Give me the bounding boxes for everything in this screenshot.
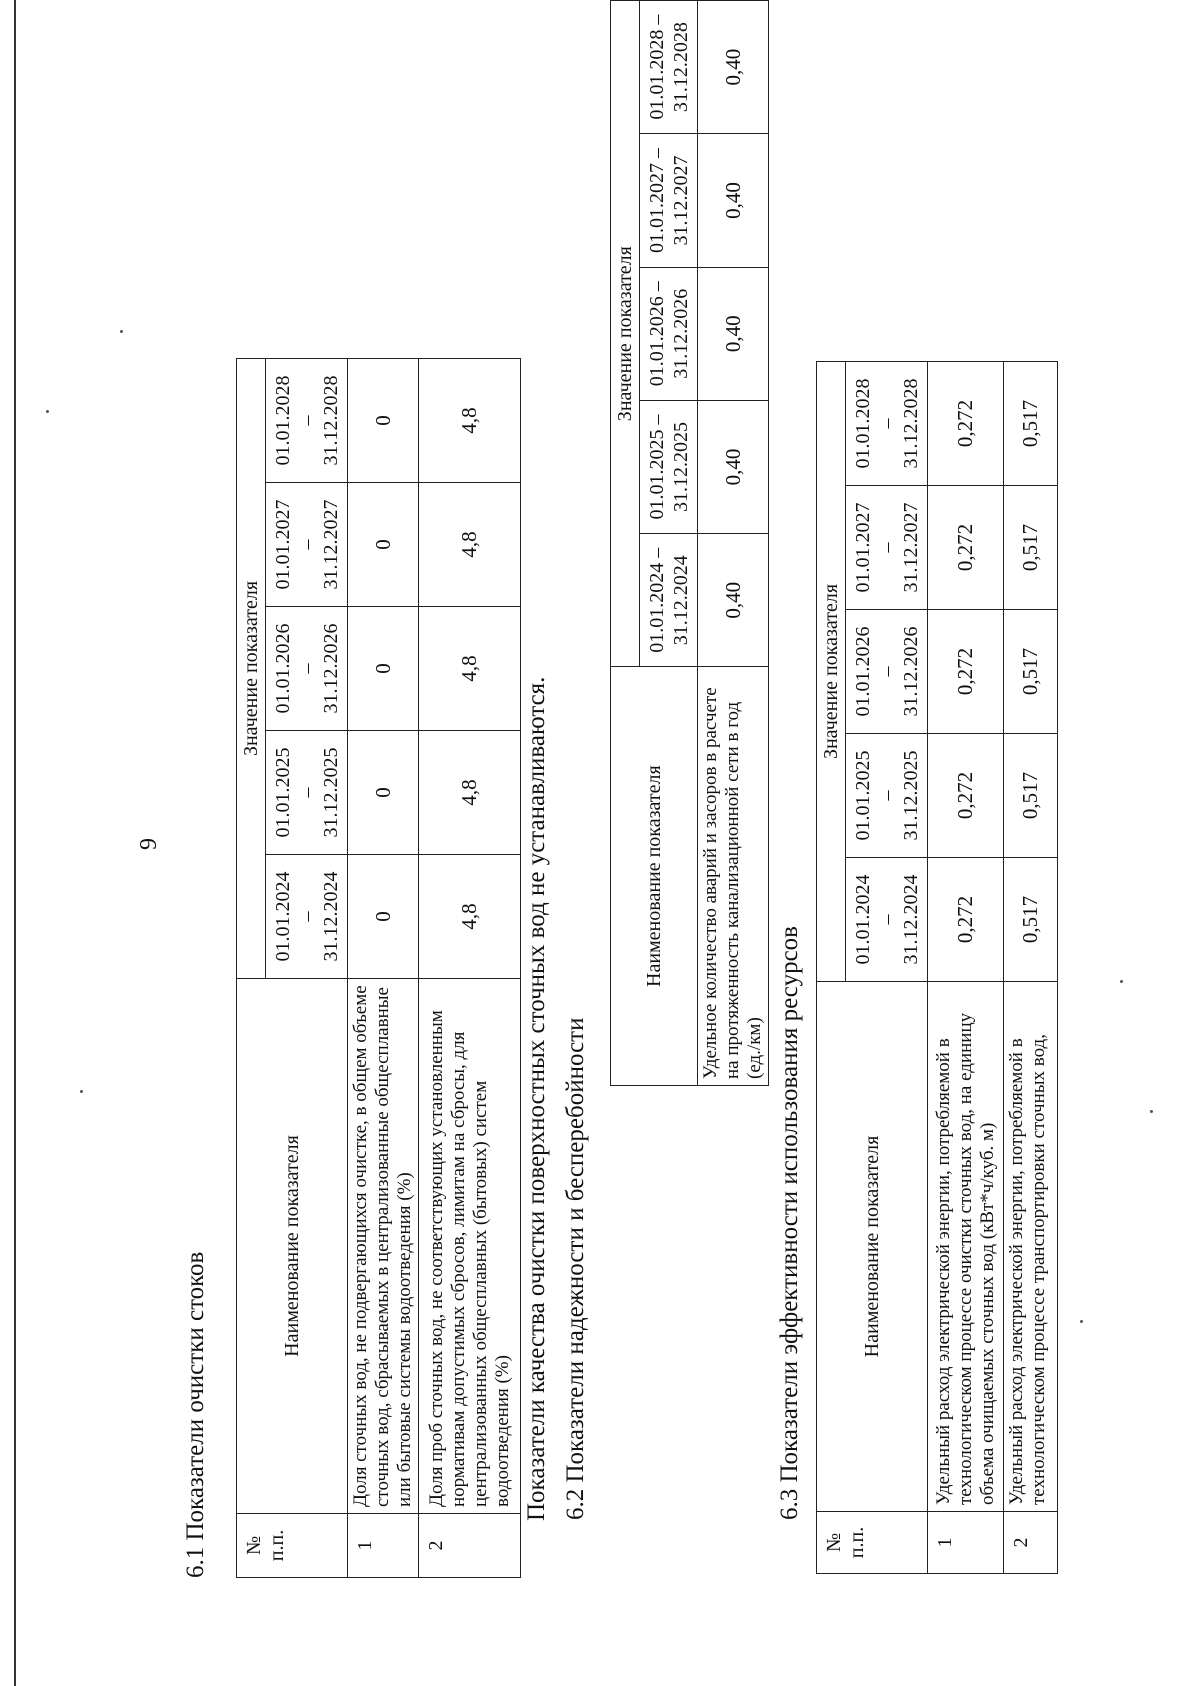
row-value: 0 (348, 607, 419, 731)
scan-speck (1150, 1110, 1153, 1113)
row-value: 0,272 (928, 486, 1004, 610)
period-start: 01.01.2024 – (645, 547, 668, 653)
row-value: 4,8 (419, 855, 521, 979)
row-value: 4,8 (419, 607, 521, 731)
period-dash: – (875, 542, 898, 553)
period-start: 01.01.2025 (271, 747, 294, 838)
period-start: 01.01.2028 – (645, 14, 668, 120)
period-header (846, 858, 928, 982)
period-header (846, 734, 928, 858)
period-header (640, 400, 698, 533)
period-header (640, 1, 698, 134)
header-indicator-name: Наименование показателя (817, 982, 928, 1512)
period-header (846, 486, 928, 610)
period-end: 31.12.2025 (899, 750, 922, 841)
row-value: 0,517 (1004, 610, 1058, 734)
period-start: 01.01.2025 (851, 750, 874, 841)
scan-speck (120, 330, 123, 333)
period-dash: – (875, 666, 898, 677)
period-header (266, 855, 348, 979)
row-value: 0 (348, 359, 419, 483)
period-dash: – (295, 539, 318, 550)
row-value: 4,8 (419, 359, 521, 483)
header-number: № п.п. (237, 1514, 348, 1578)
period-header (640, 134, 698, 267)
period-end: 31.12.2027 (319, 499, 342, 590)
period-end: 31.12.2026 (899, 626, 922, 717)
period-end: 31.12.2025 (669, 421, 692, 512)
period-end: 31.12.2028 (899, 378, 922, 469)
resource-efficiency-table (816, 361, 1058, 1574)
period-end: 31.12.2028 (319, 375, 342, 466)
period-end: 31.12.2024 (669, 555, 692, 646)
row-number: 2 (1004, 1512, 1058, 1574)
header-indicator-value: Значение показателя (817, 362, 846, 982)
row-value: 0,40 (698, 1, 769, 134)
row-number: 1 (348, 1514, 419, 1578)
table-row (698, 1, 769, 1086)
period-header (846, 362, 928, 486)
period-header (846, 610, 928, 734)
period-end: 31.12.2025 (319, 747, 342, 838)
row-value: 0,517 (1004, 734, 1058, 858)
row-value: 0,272 (928, 362, 1004, 486)
row-value: 4,8 (419, 483, 521, 607)
surface-wastewater-note: Показатели качества очистки поверхностных сточных вод не устанавливаются. (523, 676, 550, 1521)
section-6-1-title: 6.1 Показатели очистки стоков (182, 1251, 209, 1578)
period-end: 31.12.2028 (669, 22, 692, 113)
period-start: 01.01.2026 – (645, 281, 668, 387)
period-end: 31.12.2026 (669, 288, 692, 379)
period-dash: – (295, 663, 318, 674)
row-value: 0,517 (1004, 362, 1058, 486)
period-header (266, 483, 348, 607)
row-value: 0 (348, 483, 419, 607)
row-number: 1 (928, 1512, 1004, 1574)
period-start: 01.01.2027 – (645, 147, 668, 253)
period-header (266, 731, 348, 855)
period-start: 01.01.2028 (271, 375, 294, 466)
row-value: 0,517 (1004, 486, 1058, 610)
scan-speck (1120, 980, 1123, 983)
row-indicator-name: Удельное количество аварий и засоров в расчете на протяженность канализационной сети в год (ед./км) (698, 667, 769, 1086)
row-indicator-name: Удельный расход электрической энергии, потребляемой в технологическом процессе очистки сточных вод, на единицу объема очищаемых сточных вод (кВт*ч/куб. м) (928, 982, 1004, 1512)
period-start: 01.01.2026 (851, 626, 874, 717)
period-start: 01.01.2024 (851, 874, 874, 965)
period-dash: – (875, 914, 898, 925)
header-indicator-value: Значение показателя (611, 1, 640, 667)
period-start: 01.01.2027 (271, 499, 294, 590)
scan-speck (46, 410, 49, 413)
table-row (419, 359, 521, 1578)
header-indicator-name: Наименование показателя (237, 979, 348, 1514)
period-start: 01.01.2024 (271, 871, 294, 962)
period-end: 31.12.2024 (319, 871, 342, 962)
row-value: 0,272 (928, 610, 1004, 734)
row-value: 0,40 (698, 267, 769, 400)
period-start: 01.01.2026 (271, 623, 294, 714)
period-header (640, 267, 698, 400)
row-value: 0 (348, 855, 419, 979)
row-value: 0,272 (928, 734, 1004, 858)
table-row (928, 362, 1004, 1574)
period-end: 31.12.2026 (319, 623, 342, 714)
period-dash: – (295, 787, 318, 798)
reliability-indicators-table (610, 0, 769, 1086)
row-value: 0,40 (698, 134, 769, 267)
period-dash: – (875, 418, 898, 429)
row-value: 0,517 (1004, 858, 1058, 982)
row-value: 0,40 (698, 400, 769, 533)
row-indicator-name: Удельный расход электрической энергии, потребляемой в технологическом процессе транспортировки сточных вод, (1004, 982, 1058, 1512)
row-value: 0,40 (698, 534, 769, 667)
header-number: № п.п. (817, 1512, 928, 1574)
section-6-2-title: 6.2 Показатели надежности и бесперебойности (562, 1017, 589, 1520)
cleaning-indicators-table (236, 358, 521, 1578)
period-dash: – (875, 790, 898, 801)
period-dash: – (295, 415, 318, 426)
period-header (266, 359, 348, 483)
section-6-3-title: 6.3 Показатели эффективности использования ресурсов (776, 926, 803, 1520)
period-header (640, 534, 698, 667)
period-header (266, 607, 348, 731)
table-row (1004, 362, 1058, 1574)
row-indicator-name: Доля проб сточных вод, не соответствующих установленным нормативам допустимых сбросов, лимитам на сбросы, для централизованных общесплавных (бытовых) систем водоотведения (%) (419, 979, 521, 1514)
scan-speck (80, 1090, 83, 1093)
row-number: 2 (419, 1514, 521, 1578)
page-number: 9 (136, 838, 162, 850)
period-end: 31.12.2024 (899, 874, 922, 965)
header-indicator-name: Наименование показателя (611, 667, 698, 1086)
row-value: 0 (348, 731, 419, 855)
period-start: 01.01.2028 (851, 378, 874, 469)
row-indicator-name: Доля сточных вод, не подвергающихся очистке, в общем объеме сточных вод, сбрасываемых в централизованные общесплавные или бытовые системы водоотведения (%) (348, 979, 419, 1514)
row-value: 0,272 (928, 858, 1004, 982)
period-start: 01.01.2027 (851, 502, 874, 593)
period-end: 31.12.2027 (669, 155, 692, 246)
table-row (348, 359, 419, 1578)
period-start: 01.01.2025 – (645, 414, 668, 520)
period-end: 31.12.2027 (899, 502, 922, 593)
row-value: 4,8 (419, 731, 521, 855)
header-indicator-value: Значение показателя (237, 359, 266, 979)
scan-speck (1080, 1320, 1083, 1323)
period-dash: – (295, 911, 318, 922)
